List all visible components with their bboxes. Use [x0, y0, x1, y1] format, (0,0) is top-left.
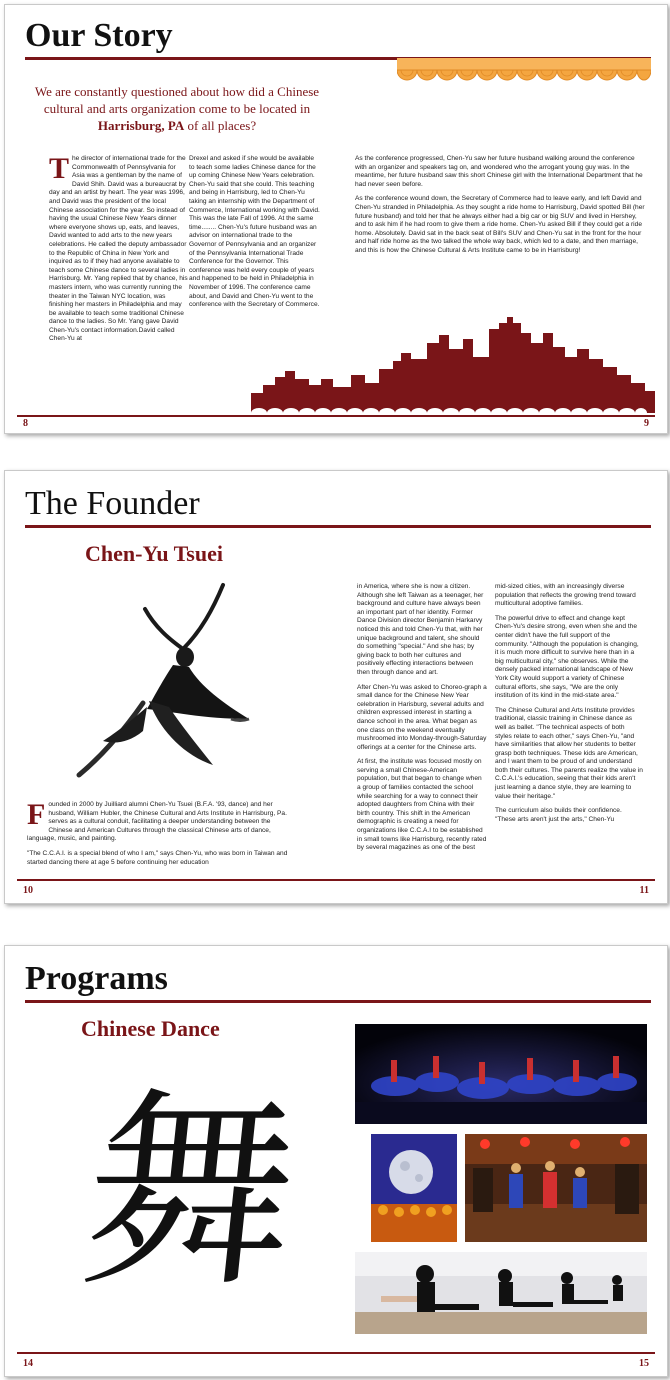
drop-cap: T [49, 152, 70, 185]
spread-programs [4, 945, 668, 1377]
title-rule [25, 525, 651, 528]
spread-the-founder [4, 470, 668, 904]
page-title: Programs [25, 960, 168, 997]
page-number-left: 8 [23, 418, 28, 429]
intro-location: Harrisburg, PA [97, 118, 185, 133]
festival-performance-photo [465, 1134, 647, 1242]
page-number-left: 14 [23, 1358, 33, 1369]
founder-column-3: mid-sized cities, with an increasingly diverse population that reflects the growing trend toward multicultural adoptive families. The powerful drive to effect and change kept Chen-Yu's desire strong, even when she and the center didn't have the full support of the community. "Although the population is changing, it is much more difficult to survive here than in a big multicultural city," she observes. While the densely packed international landscape of New York City would support a variety of Chinese cultural efforts, she says, "We are the only institution of its kind in the mid-state area." The Chinese Cultural and Arts Institute provides traditional, classic training in Chinese dance as well as ballet. "The technical aspects of both styles relate to each other," says Chen-Yu, "and have similarities that allow her students to better grasp both techniques. These kids are American, and I want them to be proud of and understand both their cultures. The parents realize the value in C.C.A.I.'s education, seeing that their kids aren't just learning a dance style, they are learning to value their heritage." The curriculum also builds their confidence. "These arts aren't just the arts," Chen-Yu [495, 583, 643, 823]
story-column-1: The director of international trade for the Commonwealth of Pennsylvania for Asia was a gentleman by the name of David Shih. David was a bureaucrat by day and an artist by heart. The year was 1996, and David was the president of the local Chinese association for the year. So instead of having the usual Chinese New Years dinner where everyone shows up, eats, and leaves, David wanted to add arts to the new years celebrations. He called the deputy ambassador to the Republic of China in New York and inquired as to if they had anyone available to teach some Chinese dance to several ladies in Harrisburg. Mr. Yang replied that by chance, his masters intern, who was currently running the theater in the Taiwan NYC location, was finishing her masters in Philadelphia and may be available to teach some traditional Chinese dance to the ladies. So Mr. Yang gave David Chen-Yu's contact information.David called Chen-Yu at [49, 152, 188, 343]
programs-subtitle: Chinese Dance [81, 1016, 220, 1041]
founder-name: Chen-Yu Tsuei [85, 541, 223, 566]
page-number-right: 11 [639, 885, 649, 896]
dance-class-photo [355, 1252, 647, 1334]
cloud-decoration [397, 58, 651, 84]
page-number-right: 9 [644, 418, 649, 429]
founder-column-2: in America, where she is now a citizen. Although she left Taiwan as a teenager, her background and culture have always been an important part of her identity. Former Dance Division director Benjamin Harkarvy noticed this and told Chen-Yu that, with her unique background and talent, she should do something "special." And she has; by giving back to both her cultures and positively effecting interactions between then through dance and art. After Chen-Yu was asked to Choreo-graph a small dance for the Chinese New Year celebration in Harisburg, several adults and children expressed interest in starting a dance school in the area. What began as one class on the weekend eventually mushroomed into Monday-through-Saturday offerings at a center for the Chinese arts. At first, the institute was focused mostly on serving a small Chinese-American population, but that began to change when a group of families contacted the school while searching for a way to connect their adopted daughters from China with their birth country. This shift in the American demographic is creating a need for organizations like C.C.A.I to be established in small towns like Harrisburg, recently rated by several magazines as one of the best [357, 583, 487, 852]
spread-our-story [4, 4, 668, 434]
footer-rule [17, 415, 655, 417]
intro-question: We are constantly questioned about how did a Chinese cultural and arts organization come to be located in Harrisburg, PA of all places? [34, 84, 320, 133]
footer-rule [17, 879, 655, 881]
page-number-right: 15 [639, 1358, 649, 1369]
moon-group-photo [371, 1134, 457, 1242]
footer-rule [17, 1352, 655, 1354]
page-number-left: 10 [23, 885, 33, 896]
founder-column-1: Founded in 2000 by Juilliard alumni Chen-Yu Tsuei (B.F.A. '93, dance) and her husband, William Hubler, the Chinese Cultural and Arts Institute in Harrisburg, Pa. serves as a cultural conduit, facilitating a deeper understanding between the Chinese and American Cultures through the classical Chinese arts of dance, language, music, and painting. "The C.C.A.I. is a special blend of who I am," says Chen-Yu, who was born in Taiwan and started dancing there at age 5 before continuing her education [27, 798, 288, 866]
page-title: The Founder [25, 485, 200, 522]
stage-performance-photo [355, 1024, 647, 1124]
title-rule [25, 1000, 651, 1003]
skyline-illustration [251, 313, 655, 419]
page-title: Our Story [25, 17, 173, 54]
calligraphy-dance-character: 舞 [72, 1071, 309, 1316]
dancer-photo [73, 579, 253, 785]
drop-cap: F [27, 798, 46, 831]
story-column-3: As the conference progressed, Chen-Yu saw her future husband walking around the conference with an organizer and speakers tag on, and wondered who the arrogant young guy was. In the meantime, her future husband saw this short Chinese girl with the International Department that he had never seen before. As the conference wound down, the Secretary of Commerce had to leave early, and left David and Chen-Yu stranded in Philadelphia. As they sought a ride home to Harrisburg, David spotted Bill (her future husband) and told her that he always either had a big car or big SUV and lived in Hershey, and to ask him if he had room to give them a ride home. Chen-Yu asked Bill if they could get a ride home. Absolutely. David sat in the back seat of Bill's SUV and Chen-Yu sat in the front for the hour and half ride home as the two talked the whole way back, which led to a date, and then marriage, and this is how the Chinese Cultural & Arts Institute came to be in Harrisburg! [355, 155, 645, 254]
story-column-2: Drexel and asked if she would be available to teach some ladies Chinese dance for the up coming Chinese New Years celebration. Chen-Yu said that she could. This teaching and being in Harrisburg, led to Chen-Yu taking an internship with the Department of Commerce, International working with David. This was the late Fall of 1996. At the same time........ Chen-Yu's future husband was an advisor on international trade to the Governor of Pennsylvania and an organizer of the Pennsylvania International Trade Conference for the Governor. This conference was held every couple of years and happened to be held in Philadelphia in November of 1996. The conference came about, and David and Chen-Yu went to the conference with the Secretary of Commerce. [189, 155, 320, 309]
